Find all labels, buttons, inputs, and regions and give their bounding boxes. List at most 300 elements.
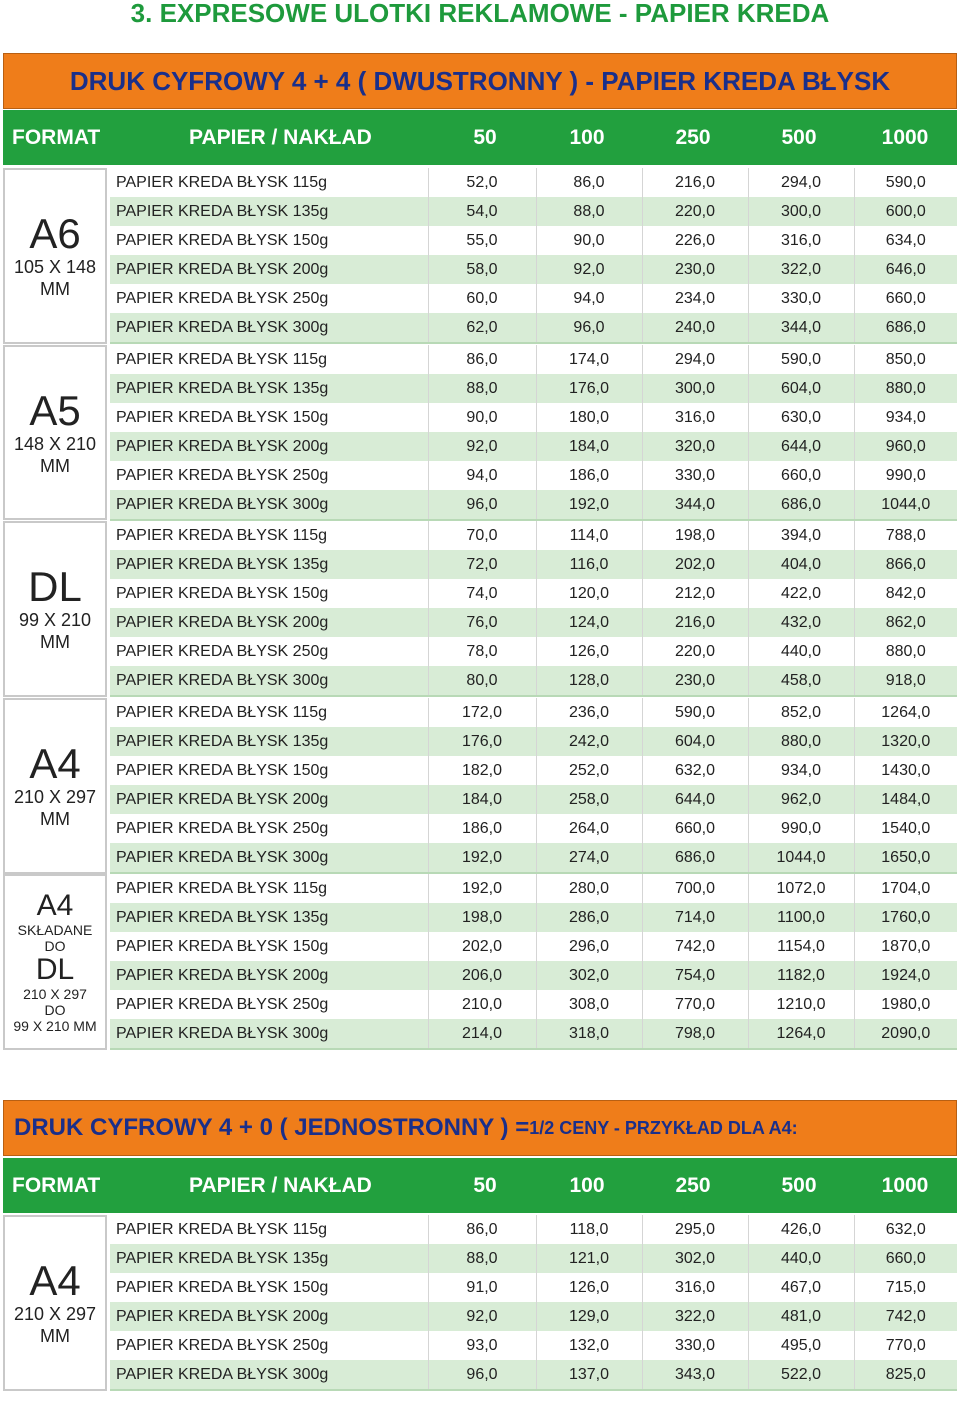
price-cell: 186,0 [428, 814, 536, 843]
price-cell: 1044,0 [748, 843, 854, 873]
paper-type-cell: PAPIER KREDA BŁYSK 250g [110, 284, 428, 313]
format-cell-a4 [3, 698, 107, 874]
price-cell: 467,0 [748, 1273, 854, 1302]
price-cell: 880,0 [854, 637, 957, 666]
paper-type-cell: PAPIER KREDA BŁYSK 250g [110, 461, 428, 490]
price-table-a4 [110, 698, 957, 874]
price-cell: 990,0 [854, 461, 957, 490]
format-name: DL [28, 563, 82, 610]
price-cell: 274,0 [536, 843, 642, 873]
price-cell: 124,0 [536, 608, 642, 637]
price-cell: 78,0 [428, 637, 536, 666]
price-cell: 322,0 [642, 1302, 748, 1331]
table-row [110, 284, 957, 313]
price-cell: 230,0 [642, 255, 748, 284]
table-row [110, 432, 957, 461]
price-table-dl [110, 521, 957, 697]
price-cell: 918,0 [854, 666, 957, 696]
price-cell: 192,0 [428, 874, 536, 903]
price-cell: 54,0 [428, 197, 536, 226]
price-cell: 934,0 [748, 756, 854, 785]
price-cell: 192,0 [428, 843, 536, 873]
column-header-row [3, 110, 957, 165]
paper-type-cell: PAPIER KREDA BŁYSK 150g [110, 226, 428, 255]
price-cell: 242,0 [536, 727, 642, 756]
price-cell: 432,0 [748, 608, 854, 637]
format-cell-a5 [3, 345, 107, 520]
table-row [110, 1360, 957, 1390]
price-cell: 960,0 [854, 432, 957, 461]
price-cell: 770,0 [854, 1331, 957, 1360]
price-cell: 1044,0 [854, 490, 957, 520]
paper-type-cell: PAPIER KREDA BŁYSK 300g [110, 490, 428, 520]
price-cell: 590,0 [748, 345, 854, 374]
price-cell: 88,0 [428, 374, 536, 403]
table-row [110, 932, 957, 961]
col-qty-header: 50 [473, 1174, 497, 1197]
paper-type-cell: PAPIER KREDA BŁYSK 150g [110, 756, 428, 785]
price-cell: 1704,0 [854, 874, 957, 903]
price-cell: 316,0 [642, 403, 748, 432]
price-cell: 330,0 [642, 461, 748, 490]
price-cell: 88,0 [536, 197, 642, 226]
table-row [110, 255, 957, 284]
page-title: 3. EXPRESOWE ULOTKI REKLAMOWE - PAPIER KREDA [130, 0, 830, 28]
price-cell: 296,0 [536, 932, 642, 961]
price-table-a5 [110, 345, 957, 521]
price-cell: 264,0 [536, 814, 642, 843]
paper-type-cell: PAPIER KREDA BŁYSK 135g [110, 197, 428, 226]
paper-type-cell: PAPIER KREDA BŁYSK 200g [110, 961, 428, 990]
price-cell: 96,0 [428, 1360, 536, 1390]
paper-type-cell: PAPIER KREDA BŁYSK 115g [110, 698, 428, 727]
price-cell: 114,0 [536, 521, 642, 550]
format-note: DO [44, 938, 66, 954]
price-cell: 240,0 [642, 313, 748, 343]
price-cell: 600,0 [854, 197, 957, 226]
format-name: A4 [29, 1257, 81, 1304]
format-note: SKŁADANE [17, 922, 93, 938]
price-cell: 604,0 [642, 727, 748, 756]
price-cell: 294,0 [748, 168, 854, 197]
price-cell: 1760,0 [854, 903, 957, 932]
table-row [110, 1215, 957, 1244]
col-format-header: FORMAT [12, 126, 101, 149]
format-dimensions: 210 X 297 [13, 1304, 97, 1324]
table-row [110, 550, 957, 579]
price-cell: 88,0 [428, 1244, 536, 1273]
price-cell: 862,0 [854, 608, 957, 637]
paper-type-cell: PAPIER KREDA BŁYSK 200g [110, 785, 428, 814]
price-cell: 96,0 [428, 490, 536, 520]
price-cell: 426,0 [748, 1215, 854, 1244]
price-cell: 294,0 [642, 345, 748, 374]
price-cell: 212,0 [642, 579, 748, 608]
section-header-title: DRUK CYFROWY 4 + 0 ( JEDNOSTRONNY ) = [14, 1114, 530, 1141]
price-cell: 126,0 [536, 1273, 642, 1302]
price-cell: 96,0 [536, 313, 642, 343]
paper-type-cell: PAPIER KREDA BŁYSK 150g [110, 579, 428, 608]
col-qty-header: 100 [569, 126, 605, 149]
format-name: A4 [29, 740, 81, 787]
price-cell: 118,0 [536, 1215, 642, 1244]
paper-type-cell: PAPIER KREDA BŁYSK 300g [110, 1360, 428, 1390]
paper-type-cell: PAPIER KREDA BŁYSK 115g [110, 874, 428, 903]
format-dimensions: 210 X 297 [23, 986, 87, 1002]
price-cell: 214,0 [428, 1019, 536, 1049]
price-cell: 60,0 [428, 284, 536, 313]
price-cell: 330,0 [642, 1331, 748, 1360]
price-cell: 632,0 [854, 1215, 957, 1244]
col-paper-header: PAPIER / NAKŁAD [189, 1174, 372, 1197]
paper-type-cell: PAPIER KREDA BŁYSK 200g [110, 255, 428, 284]
price-cell: 686,0 [854, 313, 957, 343]
price-cell: 660,0 [642, 814, 748, 843]
format-cell-a6 [3, 168, 107, 344]
price-cell: 176,0 [536, 374, 642, 403]
price-cell: 308,0 [536, 990, 642, 1019]
price-table-a6 [110, 168, 957, 344]
price-cell: 1650,0 [854, 843, 957, 873]
price-cell: 126,0 [536, 637, 642, 666]
table-row [110, 785, 957, 814]
table-row [110, 403, 957, 432]
table-row [110, 903, 957, 932]
price-cell: 686,0 [748, 490, 854, 520]
price-cell: 180,0 [536, 403, 642, 432]
format-name-target: DL [35, 953, 75, 986]
paper-type-cell: PAPIER KREDA BŁYSK 135g [110, 727, 428, 756]
table-row [110, 168, 957, 197]
price-cell: 644,0 [642, 785, 748, 814]
price-cell: 52,0 [428, 168, 536, 197]
price-cell: 216,0 [642, 168, 748, 197]
price-cell: 343,0 [642, 1360, 748, 1390]
price-cell: 322,0 [748, 255, 854, 284]
price-cell: 715,0 [854, 1273, 957, 1302]
paper-type-cell: PAPIER KREDA BŁYSK 135g [110, 1244, 428, 1273]
section-header-duplex [3, 53, 957, 109]
format-dimensions: 148 X 210 [13, 433, 97, 454]
price-cell: 1264,0 [748, 1019, 854, 1049]
price-cell: 686,0 [642, 843, 748, 873]
price-cell: 93,0 [428, 1331, 536, 1360]
price-cell: 176,0 [428, 727, 536, 756]
price-cell: 880,0 [748, 727, 854, 756]
col-qty-header: 500 [781, 126, 817, 149]
price-cell: 1182,0 [748, 961, 854, 990]
price-cell: 318,0 [536, 1019, 642, 1049]
price-table-a4-folded [110, 874, 957, 1050]
format-dimensions: 210 X 297 [13, 787, 97, 807]
price-cell: 646,0 [854, 255, 957, 284]
format-unit: MM [40, 455, 70, 476]
table-row [110, 1302, 957, 1331]
table-row [110, 608, 957, 637]
format-name: A4 [36, 889, 74, 922]
price-cell: 714,0 [642, 903, 748, 932]
paper-type-cell: PAPIER KREDA BŁYSK 300g [110, 843, 428, 873]
price-cell: 316,0 [642, 1273, 748, 1302]
table-row [110, 843, 957, 873]
price-cell: 220,0 [642, 197, 748, 226]
col-qty-header: 250 [675, 126, 711, 149]
table-row [110, 874, 957, 903]
price-cell: 192,0 [536, 490, 642, 520]
format-cell-dl [3, 521, 107, 697]
price-cell: 330,0 [748, 284, 854, 313]
price-cell: 116,0 [536, 550, 642, 579]
price-cell: 440,0 [748, 1244, 854, 1273]
price-cell: 120,0 [536, 579, 642, 608]
price-cell: 86,0 [428, 345, 536, 374]
price-cell: 226,0 [642, 226, 748, 255]
table-row [110, 1273, 957, 1302]
price-cell: 852,0 [748, 698, 854, 727]
price-cell: 644,0 [748, 432, 854, 461]
price-cell: 86,0 [536, 168, 642, 197]
price-cell: 481,0 [748, 1302, 854, 1331]
price-cell: 1320,0 [854, 727, 957, 756]
paper-type-cell: PAPIER KREDA BŁYSK 135g [110, 903, 428, 932]
price-cell: 1100,0 [748, 903, 854, 932]
price-cell: 186,0 [536, 461, 642, 490]
price-cell: 1924,0 [854, 961, 957, 990]
paper-type-cell: PAPIER KREDA BŁYSK 135g [110, 374, 428, 403]
section-header-title: DRUK CYFROWY 4 + 4 ( DWUSTRONNY ) - PAPIER KREDA BŁYSK [69, 65, 891, 96]
table-row [110, 313, 957, 343]
paper-type-cell: PAPIER KREDA BŁYSK 200g [110, 1302, 428, 1331]
price-cell: 934,0 [854, 403, 957, 432]
price-cell: 252,0 [536, 756, 642, 785]
table-row [110, 461, 957, 490]
price-cell: 422,0 [748, 579, 854, 608]
price-cell: 295,0 [642, 1215, 748, 1244]
price-cell: 394,0 [748, 521, 854, 550]
price-cell: 86,0 [428, 1215, 536, 1244]
price-cell: 94,0 [428, 461, 536, 490]
price-cell: 302,0 [642, 1244, 748, 1273]
paper-type-cell: PAPIER KREDA BŁYSK 115g [110, 345, 428, 374]
price-cell: 216,0 [642, 608, 748, 637]
price-cell: 880,0 [854, 374, 957, 403]
price-cell: 58,0 [428, 255, 536, 284]
table-row [110, 579, 957, 608]
format-unit: MM [40, 1326, 70, 1346]
price-cell: 62,0 [428, 313, 536, 343]
price-cell: 1210,0 [748, 990, 854, 1019]
format-dimensions: 99 X 210 [18, 610, 92, 630]
price-cell: 404,0 [748, 550, 854, 579]
price-cell: 202,0 [428, 932, 536, 961]
price-cell: 1154,0 [748, 932, 854, 961]
price-cell: 344,0 [748, 313, 854, 343]
price-cell: 80,0 [428, 666, 536, 696]
price-cell: 632,0 [642, 756, 748, 785]
price-cell: 788,0 [854, 521, 957, 550]
price-cell: 316,0 [748, 226, 854, 255]
paper-type-cell: PAPIER KREDA BŁYSK 135g [110, 550, 428, 579]
table-row [110, 374, 957, 403]
price-cell: 236,0 [536, 698, 642, 727]
paper-type-cell: PAPIER KREDA BŁYSK 300g [110, 313, 428, 343]
paper-type-cell: PAPIER KREDA BŁYSK 250g [110, 637, 428, 666]
col-qty-header: 1000 [881, 126, 929, 149]
price-cell: 344,0 [642, 490, 748, 520]
price-cell: 76,0 [428, 608, 536, 637]
table-row [110, 490, 957, 520]
paper-type-cell: PAPIER KREDA BŁYSK 250g [110, 1331, 428, 1360]
price-cell: 590,0 [854, 168, 957, 197]
price-cell: 866,0 [854, 550, 957, 579]
paper-type-cell: PAPIER KREDA BŁYSK 300g [110, 666, 428, 696]
price-cell: 850,0 [854, 345, 957, 374]
table-row [110, 814, 957, 843]
price-cell: 320,0 [642, 432, 748, 461]
price-cell: 174,0 [536, 345, 642, 374]
price-cell: 182,0 [428, 756, 536, 785]
table-row [110, 727, 957, 756]
price-cell: 91,0 [428, 1273, 536, 1302]
price-cell: 94,0 [536, 284, 642, 313]
col-paper-header: PAPIER / NAKŁAD [189, 126, 372, 149]
price-cell: 300,0 [748, 197, 854, 226]
col-qty-header: 1000 [881, 1174, 929, 1197]
table-row [110, 990, 957, 1019]
price-cell: 495,0 [748, 1331, 854, 1360]
price-cell: 630,0 [748, 403, 854, 432]
price-cell: 90,0 [536, 226, 642, 255]
price-cell: 258,0 [536, 785, 642, 814]
price-cell: 700,0 [642, 874, 748, 903]
format-unit: MM [40, 809, 70, 829]
paper-type-cell: PAPIER KREDA BŁYSK 250g [110, 814, 428, 843]
paper-type-cell: PAPIER KREDA BŁYSK 200g [110, 432, 428, 461]
price-cell: 184,0 [428, 785, 536, 814]
table-row [110, 666, 957, 696]
col-qty-header: 250 [675, 1174, 711, 1197]
price-cell: 300,0 [642, 374, 748, 403]
format-cell-a4-single [3, 1215, 107, 1391]
format-name: A6 [29, 210, 81, 257]
price-cell: 92,0 [536, 255, 642, 284]
format-cell-a4-folded [3, 874, 107, 1050]
price-cell: 121,0 [536, 1244, 642, 1273]
price-cell: 302,0 [536, 961, 642, 990]
table-row [110, 1019, 957, 1049]
price-cell: 74,0 [428, 579, 536, 608]
price-cell: 742,0 [642, 932, 748, 961]
price-cell: 92,0 [428, 432, 536, 461]
paper-type-cell: PAPIER KREDA BŁYSK 200g [110, 608, 428, 637]
price-cell: 230,0 [642, 666, 748, 696]
format-dimensions-target: 99 X 210 MM [13, 1018, 97, 1034]
price-cell: 137,0 [536, 1360, 642, 1390]
price-cell: 128,0 [536, 666, 642, 696]
price-cell: 210,0 [428, 990, 536, 1019]
table-row [110, 345, 957, 374]
price-cell: 1430,0 [854, 756, 957, 785]
price-cell: 92,0 [428, 1302, 536, 1331]
format-unit: MM [40, 632, 70, 652]
table-row [110, 756, 957, 785]
price-cell: 742,0 [854, 1302, 957, 1331]
price-cell: 172,0 [428, 698, 536, 727]
price-table-a4-single [110, 1215, 957, 1391]
table-row [110, 521, 957, 550]
format-note: DO [44, 1002, 66, 1018]
price-cell: 1980,0 [854, 990, 957, 1019]
paper-type-cell: PAPIER KREDA BŁYSK 300g [110, 1019, 428, 1049]
price-cell: 842,0 [854, 579, 957, 608]
price-cell: 660,0 [854, 284, 957, 313]
table-row [110, 1244, 957, 1273]
price-cell: 72,0 [428, 550, 536, 579]
price-cell: 660,0 [748, 461, 854, 490]
paper-type-cell: PAPIER KREDA BŁYSK 115g [110, 1215, 428, 1244]
price-cell: 2090,0 [854, 1019, 957, 1049]
price-cell: 522,0 [748, 1360, 854, 1390]
price-cell: 202,0 [642, 550, 748, 579]
column-header-row [3, 1158, 957, 1213]
price-cell: 798,0 [642, 1019, 748, 1049]
price-cell: 990,0 [748, 814, 854, 843]
col-qty-header: 100 [569, 1174, 605, 1197]
price-cell: 660,0 [854, 1244, 957, 1273]
price-cell: 90,0 [428, 403, 536, 432]
price-cell: 129,0 [536, 1302, 642, 1331]
price-cell: 1870,0 [854, 932, 957, 961]
paper-type-cell: PAPIER KREDA BŁYSK 150g [110, 1273, 428, 1302]
paper-type-cell: PAPIER KREDA BŁYSK 250g [110, 990, 428, 1019]
format-name: A5 [29, 386, 81, 434]
price-cell: 198,0 [642, 521, 748, 550]
price-cell: 220,0 [642, 637, 748, 666]
price-cell: 770,0 [642, 990, 748, 1019]
table-row [110, 637, 957, 666]
paper-type-cell: PAPIER KREDA BŁYSK 115g [110, 168, 428, 197]
price-cell: 184,0 [536, 432, 642, 461]
price-cell: 280,0 [536, 874, 642, 903]
price-cell: 825,0 [854, 1360, 957, 1390]
price-cell: 70,0 [428, 521, 536, 550]
price-cell: 1484,0 [854, 785, 957, 814]
price-cell: 132,0 [536, 1331, 642, 1360]
col-qty-header: 500 [781, 1174, 817, 1197]
price-cell: 1540,0 [854, 814, 957, 843]
paper-type-cell: PAPIER KREDA BŁYSK 115g [110, 521, 428, 550]
price-cell: 440,0 [748, 637, 854, 666]
table-row [110, 961, 957, 990]
col-qty-header: 50 [473, 126, 497, 149]
price-cell: 286,0 [536, 903, 642, 932]
price-cell: 458,0 [748, 666, 854, 696]
section-header-single-sided [3, 1100, 957, 1156]
price-cell: 634,0 [854, 226, 957, 255]
section-header-note: 1/2 CENY - PRZYKŁAD DLA A4: [529, 1117, 798, 1138]
price-cell: 754,0 [642, 961, 748, 990]
table-row [110, 226, 957, 255]
format-dimensions: 105 X 148 [13, 257, 97, 277]
paper-type-cell: PAPIER KREDA BŁYSK 150g [110, 932, 428, 961]
table-row [110, 1331, 957, 1360]
table-row [110, 197, 957, 226]
price-cell: 198,0 [428, 903, 536, 932]
price-cell: 1264,0 [854, 698, 957, 727]
price-cell: 962,0 [748, 785, 854, 814]
table-row [110, 698, 957, 727]
price-cell: 1072,0 [748, 874, 854, 903]
